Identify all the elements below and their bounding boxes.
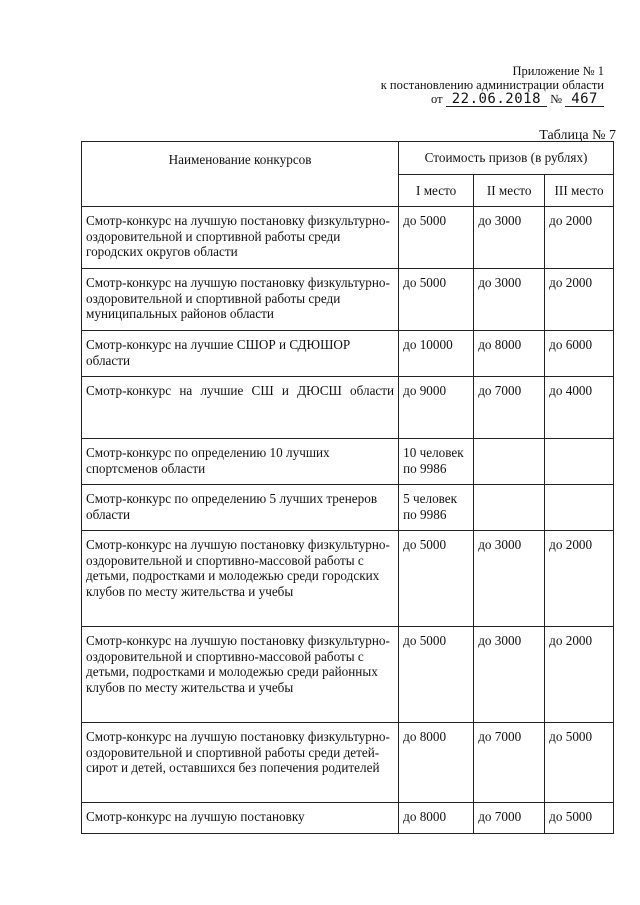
header-place-2: II место bbox=[474, 174, 545, 207]
prize-place-2: до 3000 bbox=[474, 269, 545, 331]
prize-place-3: до 2000 bbox=[545, 531, 614, 627]
contest-name: Смотр-конкурс по определению 5 лучших тренеров области bbox=[82, 485, 399, 531]
prize-place-3: до 4000 bbox=[545, 377, 614, 439]
prize-place-3: до 5000 bbox=[545, 803, 614, 834]
prize-place-2: до 8000 bbox=[474, 331, 545, 377]
prize-place-2: до 3000 bbox=[474, 207, 545, 269]
table-row bbox=[82, 207, 614, 269]
appendix-subtitle: к постановлению администрации области bbox=[380, 78, 604, 92]
prize-place-2 bbox=[474, 439, 545, 485]
prize-place-1: до 8000 bbox=[399, 803, 474, 834]
table-row bbox=[82, 531, 614, 627]
contest-name: Смотр-конкурс на лучшую постановку физкультурно-оздоровительной и спортивной работы среди городских округов области bbox=[82, 207, 399, 269]
prize-place-1: до 8000 bbox=[399, 723, 474, 803]
prizes-table bbox=[81, 141, 614, 834]
contest-name: Смотр-конкурс на лучшую постановку физкультурно-оздоровительной и спортивной работы среди детей-сирот и детей, оставшихся без попечения родителей bbox=[82, 723, 399, 803]
table-row bbox=[82, 723, 614, 803]
contest-name: Смотр-конкурс на лучшую постановку физкультурно-оздоровительной и спортивно-массовой работы с детьми, подростками и молодежью среди городских клубов по месту жительства и учебы bbox=[82, 531, 399, 627]
prize-place-2: до 3000 bbox=[474, 627, 545, 723]
table-row bbox=[82, 439, 614, 485]
contest-name: Смотр-конкурс на лучшие СШ и ДЮСШ области bbox=[82, 377, 399, 439]
date-value: 22.06.2018 bbox=[446, 93, 547, 107]
table-header-row bbox=[82, 142, 614, 175]
header-prize-cost: Стоимость призов (в рублях) bbox=[399, 142, 614, 175]
contest-name: Смотр-конкурс на лучшие СШОР и СДЮШОР области bbox=[82, 331, 399, 377]
table-row bbox=[82, 627, 614, 723]
prize-place-1: до 10000 bbox=[399, 331, 474, 377]
contest-name: Смотр-конкурс на лучшую постановку физкультурно-оздоровительной и спортивно-массовой работы с детьми, подростками и молодежью среди районных клубов по месту жительства и учебы bbox=[82, 627, 399, 723]
table-row bbox=[82, 485, 614, 531]
prize-place-3: до 2000 bbox=[545, 207, 614, 269]
prize-place-3: до 2000 bbox=[545, 627, 614, 723]
prize-place-1: до 9000 bbox=[399, 377, 474, 439]
prize-place-1: до 5000 bbox=[399, 207, 474, 269]
contest-name: Смотр-конкурс на лучшую постановку bbox=[82, 803, 399, 834]
prize-place-1: 10 человек по 9986 bbox=[399, 439, 474, 485]
prize-place-1: до 5000 bbox=[399, 531, 474, 627]
prize-place-2: до 3000 bbox=[474, 531, 545, 627]
prize-place-2 bbox=[474, 485, 545, 531]
table-row bbox=[82, 803, 614, 834]
contest-name: Смотр-конкурс по определению 10 лучших спортсменов области bbox=[82, 439, 399, 485]
prize-place-2: до 7000 bbox=[474, 723, 545, 803]
appendix-header bbox=[381, 64, 604, 107]
prize-place-3 bbox=[545, 485, 614, 531]
date-prefix: от bbox=[431, 92, 443, 106]
header-place-3: III место bbox=[545, 174, 614, 207]
prize-place-3: до 6000 bbox=[545, 331, 614, 377]
prize-place-2: до 7000 bbox=[474, 377, 545, 439]
prize-place-2: до 7000 bbox=[474, 803, 545, 834]
appendix-date-line bbox=[381, 92, 604, 107]
prize-place-3 bbox=[545, 439, 614, 485]
header-place-1: I место bbox=[399, 174, 474, 207]
table-row bbox=[82, 269, 614, 331]
prize-place-1: 5 человек по 9986 bbox=[399, 485, 474, 531]
prize-place-1: до 5000 bbox=[399, 627, 474, 723]
contest-name: Смотр-конкурс на лучшую постановку физкультурно-оздоровительной и спортивной работы среди муниципальных районов области bbox=[82, 269, 399, 331]
prize-place-3: до 2000 bbox=[545, 269, 614, 331]
prize-place-1: до 5000 bbox=[399, 269, 474, 331]
number-prefix: № bbox=[550, 92, 563, 106]
number-value: 467 bbox=[565, 93, 604, 107]
header-name: Наименование конкурсов bbox=[82, 142, 399, 207]
table-row bbox=[82, 331, 614, 377]
table-row bbox=[82, 377, 614, 439]
appendix-title: Приложение № 1 bbox=[512, 64, 604, 78]
prize-place-3: до 5000 bbox=[545, 723, 614, 803]
table-label: Таблица № 7 bbox=[539, 128, 616, 143]
